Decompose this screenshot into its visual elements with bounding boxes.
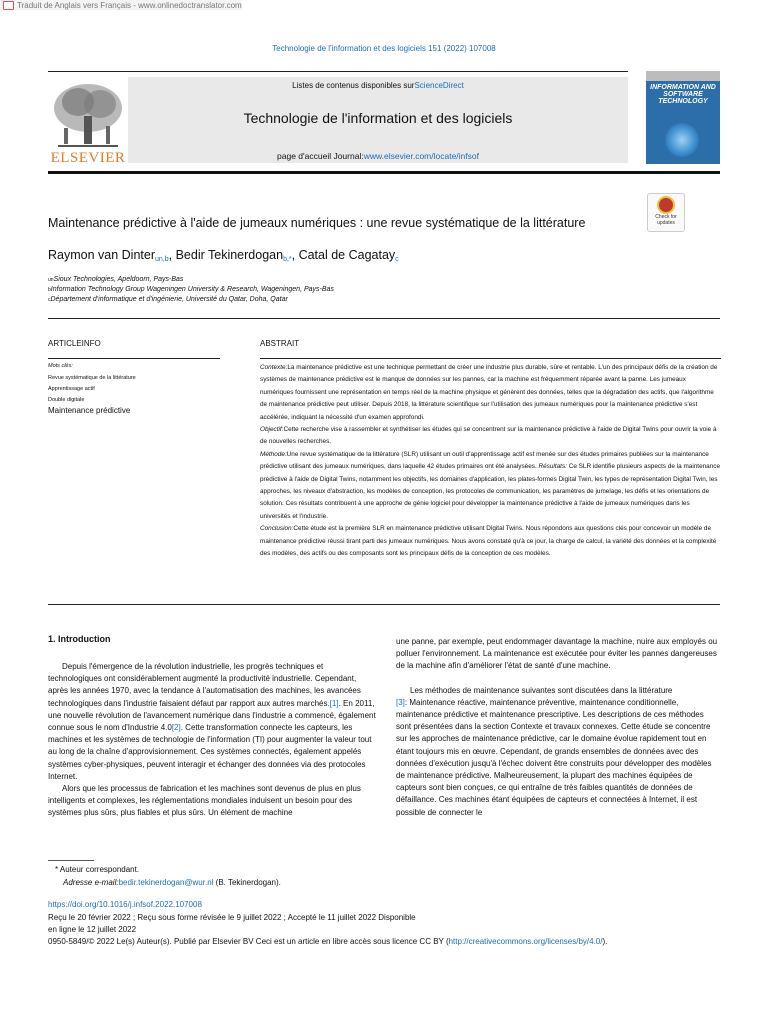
affiliation-text: Information Technology Group Wageningen University & Research, Wageningen, Pays-Bas <box>50 286 334 293</box>
journal-header <box>48 71 628 165</box>
email-suffix: (B. Tekinerdogan). <box>213 878 281 887</box>
journal-header-panel <box>128 77 628 163</box>
divider <box>260 358 721 359</box>
cover-top-band <box>646 71 720 81</box>
abstract-conclusion <box>260 523 721 560</box>
abstract-text: Cette recherche vise à rassembler et synthétiser les études qui se concentrent sur la maintenance prédictive à l'aide de Digital Twins pour ouvrir la voie à de nouvelles recherches. <box>260 426 717 446</box>
divider <box>48 358 220 359</box>
keyword: Double digitale <box>48 397 85 403</box>
author-name[interactable]: Raymon van Dinter <box>48 248 155 262</box>
author-separator: , <box>291 248 299 262</box>
affiliation-text: Département d'informatique et d'ingénierie, Université du Qatar, Doha, Qatar <box>50 296 288 303</box>
abstract-text: Ce SLR identifie plusieurs aspects de la maintenance prédictive à l'aide de Digital Twins, notamment les objectifs, les domaines d'application, les plates-formes Digital Twin, les types de représentation Digital Twin, les approches, les niveaux d'abstraction, les modèles de conception, les protocoles de communication, les paramètres de jumelage, les défis et les orientations de solution. Ces résultats contribuent à une approche de génie logiciel pour développer la maintenance prédictive à l'aide de jumeaux numériques dans les universités et l'industrie. <box>260 463 721 520</box>
journal-homepage-line <box>128 151 628 161</box>
abstract-method <box>260 449 721 523</box>
author-separator: , <box>168 248 176 262</box>
abstract-body <box>260 362 721 561</box>
paragraph-text: Depuis l'émergence de la révolution industrielle, les progrès techniques et technologiques ont considérablement augmenté la productivité industrielle. Cependant, après les années 1970, avec la tendance à l'automatisation des machines, les avancées technologiques dans l'industrie faisaient défaut par rapport aux autres marchés <box>48 662 361 708</box>
email-label: Adresse e-mail: <box>63 878 119 887</box>
header-rule <box>48 171 720 174</box>
paragraph-text: : Maintenance réactive, maintenance préventive, maintenance conditionnelle, maintenance prédictive et maintenance prescriptive. Les descriptions de ces méthodes sont présentées dans la section Contexte et travaux connexes. Cette étude se concentre sur les approches de maintenance prédictive, car le domaine évolue rapidement tout en étant toujours mis en œuvre. Cependant, de grands ensembles de données avec des données d'exécution jusqu'à l'échec doivent être construits pour développer des modèles de maintenance prédictive. Malheureusement, la plupart des machines équipées de capteurs sont bien conçues, ce qui entraîne de très faibles quantités de données de défaillance. Ces machines étant équipées de capteurs et connectées à Internet, il est possible de connecter le <box>396 697 712 817</box>
homepage-prefix: page d'accueil Journal: <box>277 151 364 161</box>
author-affiliation-mark[interactable]: c <box>395 256 399 263</box>
license-line <box>48 937 607 946</box>
keyword: Maintenance prédictive <box>48 406 131 415</box>
abstract-text: La maintenance prédictive est une technique permettant de créer une industrie plus durable, sûre et rentable. L'un des principaux défis de la création de systèmes de maintenance prédictive est le manque de données sur les pannes, car la machine est fréquemment réparée avant la panne. Les jumeaux numériques fournissent une représentation en temps réel de la machine physique et génèrent des données, telles que la dégradation des actifs, que l'algorithme de maintenance prédictive peut utiliser. Depuis 2018, la littérature scientifique sur l'utilisation des jumeaux numériques pour la maintenance prédictive s'est accélérée, indiquant la nécessité d'un examen approfondi. <box>260 364 718 421</box>
doi-link[interactable]: https://doi.org/10.1016/j.infsof.2022.107008 <box>48 900 202 909</box>
paragraph: une panne, par exemple, peut endommager davantage la machine, nuire aux employés ou polluer l'environnement. La maintenance est exécutée pour éviter les pannes dangereuses de la machine afin d'améliorer l'état de santé d'une machine. <box>396 637 718 671</box>
journal-title: Technologie de l'information et des logiciels <box>243 110 513 126</box>
keywords-label: Mots clés: <box>48 363 73 369</box>
affiliation <box>48 276 183 283</box>
author-affiliation-mark[interactable]: b,* <box>283 256 292 263</box>
affiliation-mark: un <box>48 277 54 283</box>
intro-right-column <box>396 636 721 819</box>
journal-cover-image <box>646 71 720 164</box>
affiliation-text: Sioux Technologies, Apeldoorn, Pays-Bas <box>53 276 184 283</box>
abstract-label: Objectif: <box>260 426 284 434</box>
citation-link[interactable]: [2] <box>171 723 181 733</box>
homepage-link[interactable]: www.elsevier.com/locate/infsof <box>363 151 479 161</box>
cover-title: INFORMATION AND SOFTWARE TECHNOLOGY <box>650 84 716 105</box>
author-list <box>48 248 399 262</box>
abstract-objective <box>260 424 721 449</box>
abstract-label: Résultats: <box>538 463 567 471</box>
email-link[interactable]: bedir.tekinerdogan@wur.nl <box>118 878 214 887</box>
translator-text[interactable]: Traduit de Anglais vers Français - www.onlinedoctranslator.com <box>17 0 242 10</box>
sciencedirect-link[interactable]: ScienceDirect <box>414 81 464 90</box>
affiliation-mark: c <box>48 297 51 303</box>
abstract-label: Méthode: <box>260 450 287 458</box>
paragraph-text: . Cette transformation connecte les capteurs, les machines et les systèmes de technologie de l'information (TI) pour augmenter la valeur tout au long de la chaîne d'approvisionnement. Ces systèmes connectés, également appelés systèmes cyber-physiques, peuvent interagir et échanger des données via des protocoles Internet. <box>48 723 372 781</box>
author-name[interactable]: Catal de Cagatay <box>298 248 396 262</box>
divider <box>48 318 720 319</box>
check-for-updates-button[interactable] <box>647 193 685 232</box>
received-dates: Reçu le 20 février 2022 ; Reçu sous forme révisée le 9 juillet 2022 ; Accepté le 11 juillet 2022 Disponible <box>48 913 416 922</box>
section-heading: 1. Introduction <box>48 634 111 644</box>
abstract-heading: ABSTRAIT <box>260 339 300 348</box>
paragraph <box>396 685 721 819</box>
footnote-rule <box>48 860 94 861</box>
license-link[interactable]: http://creativecommons.org/licenses/by/4.0/ <box>448 937 603 946</box>
translator-bar[interactable] <box>0 0 242 10</box>
abstract-text: Cette étude est la première SLR en maintenance prédictive utilisant Digital Twins. Nous répondons aux questions clés pour concevoir un modèle de maintenance prédictive réussi tirant parti des jumeaux numériques. Nous avons constaté qu'à ce jour, la charge de calcul, la variété des données et la complexité des modèles, des actifs ou des composants sont les principaux défis de la conception de ces modèles. <box>260 525 717 558</box>
abstract-context <box>260 362 721 424</box>
paragraph <box>48 661 376 783</box>
elsevier-wordmark: ELSEVIER <box>50 150 126 166</box>
article-info-heading: ARTICLEINFO <box>48 339 101 348</box>
affiliation <box>48 296 288 303</box>
citation-link[interactable]: .[1] <box>327 698 339 708</box>
paragraph-text: Les méthodes de maintenance suivantes sont discutées dans la littérature <box>410 685 673 695</box>
contents-prefix: Listes de contenus disponibles sur <box>292 81 415 90</box>
affiliation <box>48 286 334 293</box>
paragraph-text: . En 2011, une nouvelle révolution de l'avancement numérique dans l'industrie a commencé, également connue sous le nom d'Industrie 4.0 <box>48 698 376 733</box>
keyword: Revue systématique de la littérature <box>48 375 136 381</box>
keyword: Apprentissage actif <box>48 386 95 392</box>
abstract-label: Contexte: <box>260 364 288 371</box>
contents-available-line <box>128 81 628 90</box>
email-line <box>63 878 281 887</box>
abstract-label: Conclusion: <box>260 525 294 533</box>
cover-disc-graphic <box>665 123 699 157</box>
paragraph: Alors que les processus de fabrication et les machines sont devenus de plus en plus intelligents et complexes, les réglementations mondiales induisent un besoin pour des systèmes plus sûrs, plus fiables et plus sûrs. Un élément de machine <box>48 784 361 818</box>
author-affiliation-mark[interactable]: un,b <box>155 256 169 263</box>
author-name[interactable]: Bedir Tekinerdogan <box>175 248 284 262</box>
online-date: en ligne le 12 juillet 2022 <box>48 925 137 934</box>
check-for-updates-label: Check for updates <box>655 214 677 226</box>
bookmark-icon <box>657 196 675 214</box>
citation-link[interactable]: [3] <box>396 697 405 707</box>
corresponding-author-note: * Auteur correspondant. <box>55 865 140 874</box>
translator-icon <box>3 1 14 10</box>
abstract-text: Une revue systématique de la littérature (SLR) utilisant un outil d'apprentissage actif est menée sur des études primaires publiées sur la maintenance prédictive utilisant des jumeaux numériques, dans laquelle 42 études primaires ont été analysées. <box>260 450 709 471</box>
license-text: ). <box>602 937 608 946</box>
article-title: Maintenance prédictive à l'aide de jumeaux numériques : une revue systématique de la littérature <box>48 216 586 230</box>
affiliation-mark: b <box>48 287 51 293</box>
intro-left-column <box>48 661 376 820</box>
license-text: 0950-5849/© 2022 Le(s) Auteur(s). Publié par Elsevier BV Ceci est un article en libre accès sous licence CC BY ( <box>48 937 449 946</box>
journal-reference[interactable]: Technologie de l'information et des logiciels 151 (2022) 107008 <box>272 44 496 53</box>
divider <box>48 604 720 605</box>
